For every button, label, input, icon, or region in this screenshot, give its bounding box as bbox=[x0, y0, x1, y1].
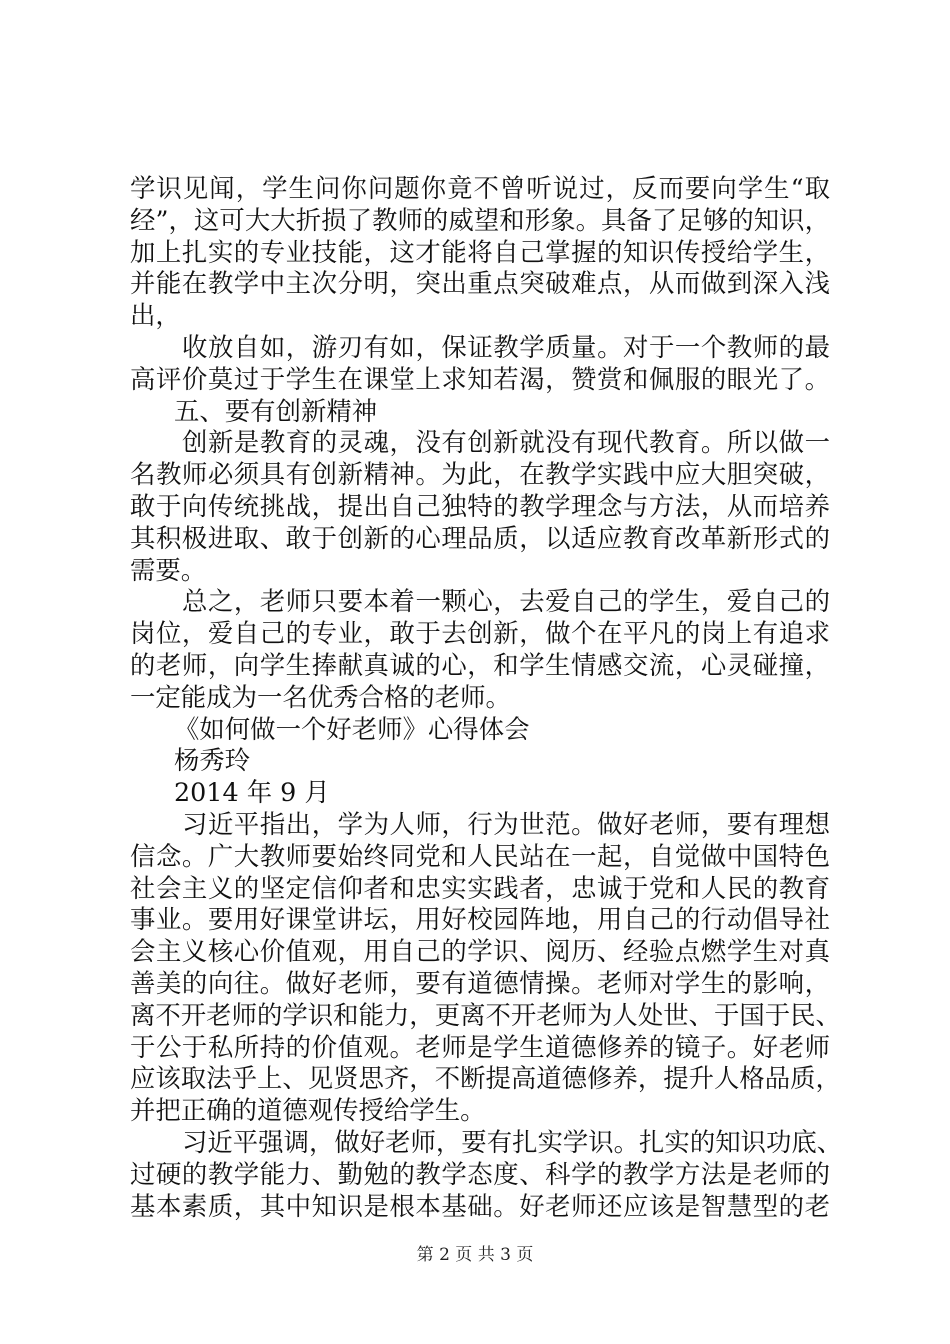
text-line: 习近平强调，做好老师，要有扎实学识。扎实的知识功底、 bbox=[182, 1126, 843, 1157]
text-line: 的老师，向学生捧献真诚的心，和学生情感交流，心灵碰撞， bbox=[130, 649, 830, 680]
section-heading: 五、要有创新精神 bbox=[174, 395, 378, 426]
text-line: 高评价莫过于学生在课堂上求知若渴，赞赏和佩服的眼光了。 bbox=[130, 363, 830, 394]
author-name: 杨秀玲 bbox=[174, 745, 251, 776]
text-line: 加上扎实的专业技能，这才能将自己掌握的知识传授给学生， bbox=[130, 236, 830, 267]
text-line: 总之，老师只要本着一颗心，去爱自己的学生，爱自己的 bbox=[182, 586, 830, 617]
text-line: 社会主义的坚定信仰者和忠实实践者，忠诚于党和人民的教育 bbox=[130, 872, 830, 903]
text-line: 岗位，爱自己的专业，敢于去创新，做个在平凡的岗上有追求 bbox=[130, 618, 830, 649]
text-line: 学识见闻，学生问你问题你竟不曾听说过，反而要向学生“取 bbox=[130, 173, 830, 203]
body-text bbox=[130, 173, 843, 1222]
text-line: 并能在教学中主次分明，突出重点突破难点，从而做到深入浅 bbox=[130, 268, 830, 299]
page-footer: 第 2 页 共 3 页 bbox=[416, 1245, 534, 1265]
text-line: 经”，这可大大折损了教师的威望和形象。具备了足够的知识， bbox=[130, 204, 830, 235]
text-line: 会主义核心价值观，用自己的学识、阅历、经验点燃学生对真 bbox=[130, 936, 830, 967]
text-line: 习近平指出，学为人师，行为世范。做好老师，要有理想 bbox=[182, 808, 830, 839]
text-line: 名教师必须具有创新精神。为此，在教学实践中应大胆突破， bbox=[130, 459, 830, 490]
text-line: 过硬的教学能力、勤勉的教学态度、科学的教学方法是老师的 bbox=[130, 1158, 830, 1189]
text-line: 基本素质，其中知识是根本基础。好老师还应该是智慧型的老 bbox=[130, 1190, 830, 1221]
article-date: 2014 年 9 月 bbox=[174, 777, 330, 808]
text-line: 信念。广大教师要始终同党和人民站在一起，自觉做中国特色 bbox=[130, 840, 830, 871]
text-line: 于公于私所持的价值观。老师是学生道德修养的镜子。好老师 bbox=[130, 1031, 830, 1062]
text-line: 敢于向传统挑战，提出自己独特的教学理念与方法，从而培养 bbox=[130, 490, 830, 521]
article-title: 《如何做一个好老师》心得体会 bbox=[174, 713, 530, 744]
text-line: 离不开老师的学识和能力，更离不开老师为人处世、于国于民、 bbox=[130, 999, 841, 1030]
text-line: 其积极进取、敢于创新的心理品质，以适应教育改革新形式的 bbox=[130, 522, 830, 553]
text-line: 出， bbox=[130, 300, 181, 331]
text-line: 并把正确的道德观传授给学生。 bbox=[130, 1095, 486, 1126]
text-line: 事业。要用好课堂讲坛，用好校园阵地，用自己的行动倡导社 bbox=[130, 904, 830, 935]
text-line: 收放自如，游刃有如，保证教学质量。对于一个教师的最 bbox=[182, 331, 830, 362]
text-line: 创新是教育的灵魂，没有创新就没有现代教育。所以做一 bbox=[182, 427, 830, 458]
text-line: 善美的向往。做好老师，要有道德情操。老师对学生的影响， bbox=[130, 967, 830, 998]
text-line: 应该取法乎上、见贤思齐，不断提高道德修养，提升人格品质， bbox=[130, 1063, 841, 1094]
text-line: 需要。 bbox=[130, 554, 207, 585]
text-line: 一定能成为一名优秀合格的老师。 bbox=[130, 681, 511, 712]
